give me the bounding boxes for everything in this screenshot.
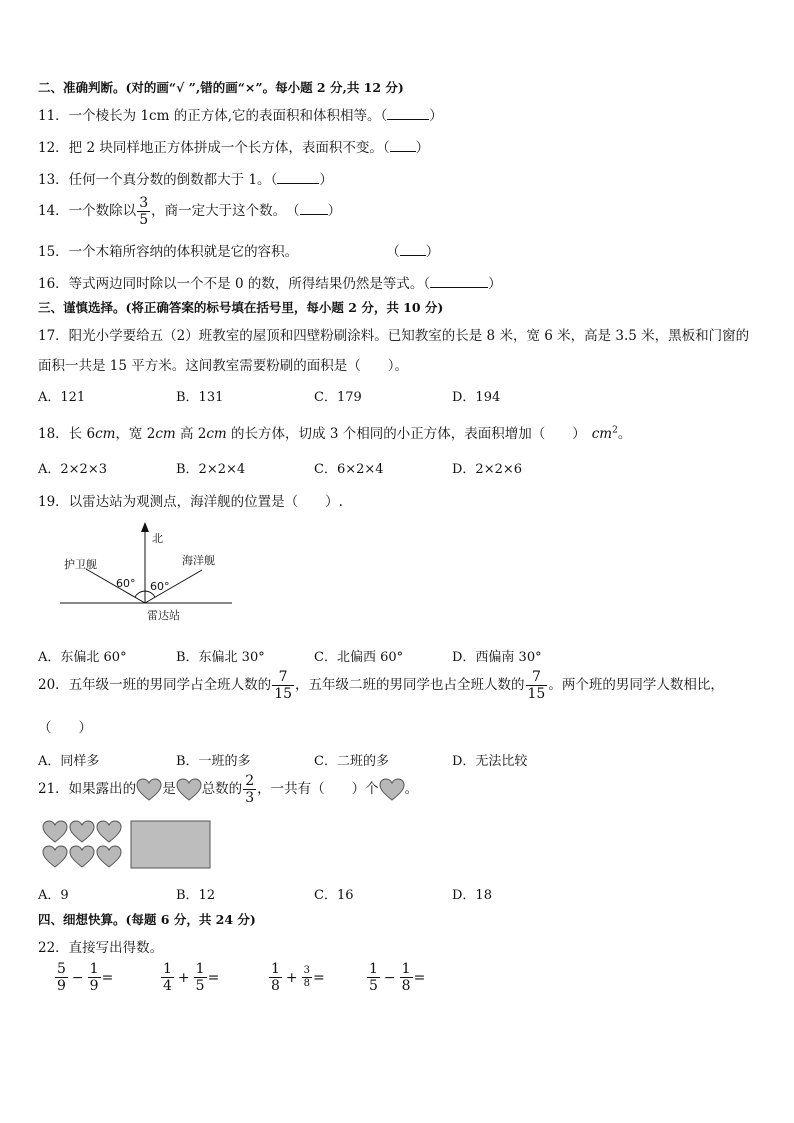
q21-option-d[interactable]: D．18 <box>452 888 492 903</box>
question-19: 19．以雷达站为观测点，海洋舰的位置是（ ）. <box>38 494 343 510</box>
heart-icon <box>70 846 94 867</box>
north-label: 北 <box>152 532 163 545</box>
q18-option-d[interactable]: D．2×2×6 <box>452 462 523 477</box>
q19-option-a[interactable]: A．东偏北 60° <box>38 650 127 665</box>
radar-station-label: 雷达站 <box>147 609 180 622</box>
question-17-line-1: 17．阳光小学要给五（2）班教室的屋顶和四壁粉刷涂料。已知教室的长是 8 米，宽 6 米，高是 3.5 米，黑板和门窗的 <box>38 328 750 344</box>
north-arrow-icon <box>141 522 149 532</box>
q17-option-c[interactable]: C．179 <box>314 390 362 405</box>
heart-icon <box>97 821 121 842</box>
q17-option-b[interactable]: B．131 <box>176 390 224 405</box>
heart-icon <box>379 778 405 802</box>
q20-option-c[interactable]: C．二班的多 <box>314 754 389 769</box>
fraction-7-15-a: $\frac{7}{15}$ <box>274 669 293 702</box>
heart-icon <box>43 846 67 867</box>
heart-icon <box>97 846 121 867</box>
hearts-and-covered-box <box>40 818 212 870</box>
answer-blank-16[interactable] <box>430 275 488 288</box>
question-18: 18．长 6cm，宽 2cm 高 2cm 的长方体，切成 3 个相同的小正方体，表面积增加（ ） $cm^2$。 <box>38 425 632 442</box>
question-21: 21．如果露出的 是 总数的 $\frac{2}{3}$ ，一共有（ ）个 。 <box>38 773 419 806</box>
question-12: 12．把 2 块同样地正方体拼成一个长方体，表面积不变。（ ） <box>38 140 430 156</box>
calc-4: $\frac{1}{5}$ − $\frac{1}{8}$ = <box>369 961 426 994</box>
answer-blank-12[interactable] <box>390 139 416 152</box>
section-3-title: 三、谨慎选择。(将正确答案的标号填在括号里，每小题 2 分，共 10 分) <box>38 300 444 315</box>
q18-option-a[interactable]: A．2×2×3 <box>38 462 107 477</box>
left-angle-label: 60° <box>116 577 136 590</box>
question-16: 16．等式两边同时除以一个不是 0 的数，所得结果仍然是等式。（ ） <box>38 276 502 292</box>
answer-blank-14[interactable] <box>300 202 328 215</box>
q19-option-b[interactable]: B．东偏北 30° <box>176 650 265 665</box>
answer-blank-13[interactable] <box>277 171 319 184</box>
heart-icon <box>43 821 67 842</box>
question-22: 22．直接写出得数。 <box>38 940 164 956</box>
fraction-3-5: $\frac{3}{5}$ <box>139 195 149 228</box>
radar-direction-diagram <box>56 520 236 626</box>
q17-option-d[interactable]: D．194 <box>452 390 501 405</box>
q18-option-c[interactable]: C．6×2×4 <box>314 462 384 477</box>
q21-option-b[interactable]: B．12 <box>176 888 216 903</box>
q17-option-a[interactable]: A．121 <box>38 390 86 405</box>
calc-1: $\frac{5}{9}$ − $\frac{1}{9}$ = <box>57 961 114 994</box>
question-20-line-2: （ ） <box>38 720 92 736</box>
heart-icon <box>176 778 202 802</box>
calc-3: $\frac{1}{8}$ + $\frac{3}{8}$ = <box>271 961 325 994</box>
fraction-2-3: $\frac{2}{3}$ <box>245 773 255 806</box>
ocean-ship-label: 海洋舰 <box>182 554 215 567</box>
q18-option-b[interactable]: B．2×2×4 <box>176 462 246 477</box>
question-15: 15．一个木箱所容纳的体积就是它的容积。 （ ） <box>38 244 440 260</box>
q21-option-a[interactable]: A．9 <box>38 888 69 903</box>
section-4-title: 四、细想快算。(每题 6 分，共 24 分) <box>38 912 256 927</box>
q19-option-d[interactable]: D．西偏南 30° <box>452 650 542 665</box>
q20-option-b[interactable]: B．一班的多 <box>176 754 251 769</box>
heart-icon <box>136 778 162 802</box>
question-17-line-2: 面积一共是 15 平方米。这间教室需要粉刷的面积是（ ）。 <box>38 358 409 374</box>
q20-option-a[interactable]: A．同样多 <box>38 754 100 769</box>
heart-icon <box>70 821 94 842</box>
section-2-title: 二、准确判断。(对的画“√ ”,错的画“×”。每小题 2 分,共 12 分) <box>38 80 404 95</box>
q19-option-c[interactable]: C．北偏西 60° <box>314 650 404 665</box>
question-11: 11．一个棱长为 1cm 的正方体,它的表面积和体积相等。（ ） <box>38 108 443 124</box>
right-angle-label: 60° <box>150 580 170 593</box>
answer-blank-15[interactable] <box>400 243 426 256</box>
question-20: 20．五年级一班的男同学占全班人数的 $\frac{7}{15}$ ，五年级二班的男同学也占全班人数的 $\frac{7}{15}$ 。两个班的男同学人数相比， <box>38 669 724 702</box>
covered-box <box>131 821 210 868</box>
q20-option-d[interactable]: D．无法比较 <box>452 754 528 769</box>
question-14: 14．一个数除以 $\frac{3}{5}$ ，商一定大于这个数。 （ ） <box>38 195 342 228</box>
question-13: 13．任何一个真分数的倒数都大于 1。（ ） <box>38 172 333 188</box>
answer-blank-11[interactable] <box>387 107 429 120</box>
fraction-7-15-b: $\frac{7}{15}$ <box>527 669 546 702</box>
calc-2: $\frac{1}{4}$ + $\frac{1}{5}$ = <box>163 961 220 994</box>
q21-option-c[interactable]: C．16 <box>314 888 354 903</box>
escort-ship-label: 护卫舰 <box>64 558 97 571</box>
